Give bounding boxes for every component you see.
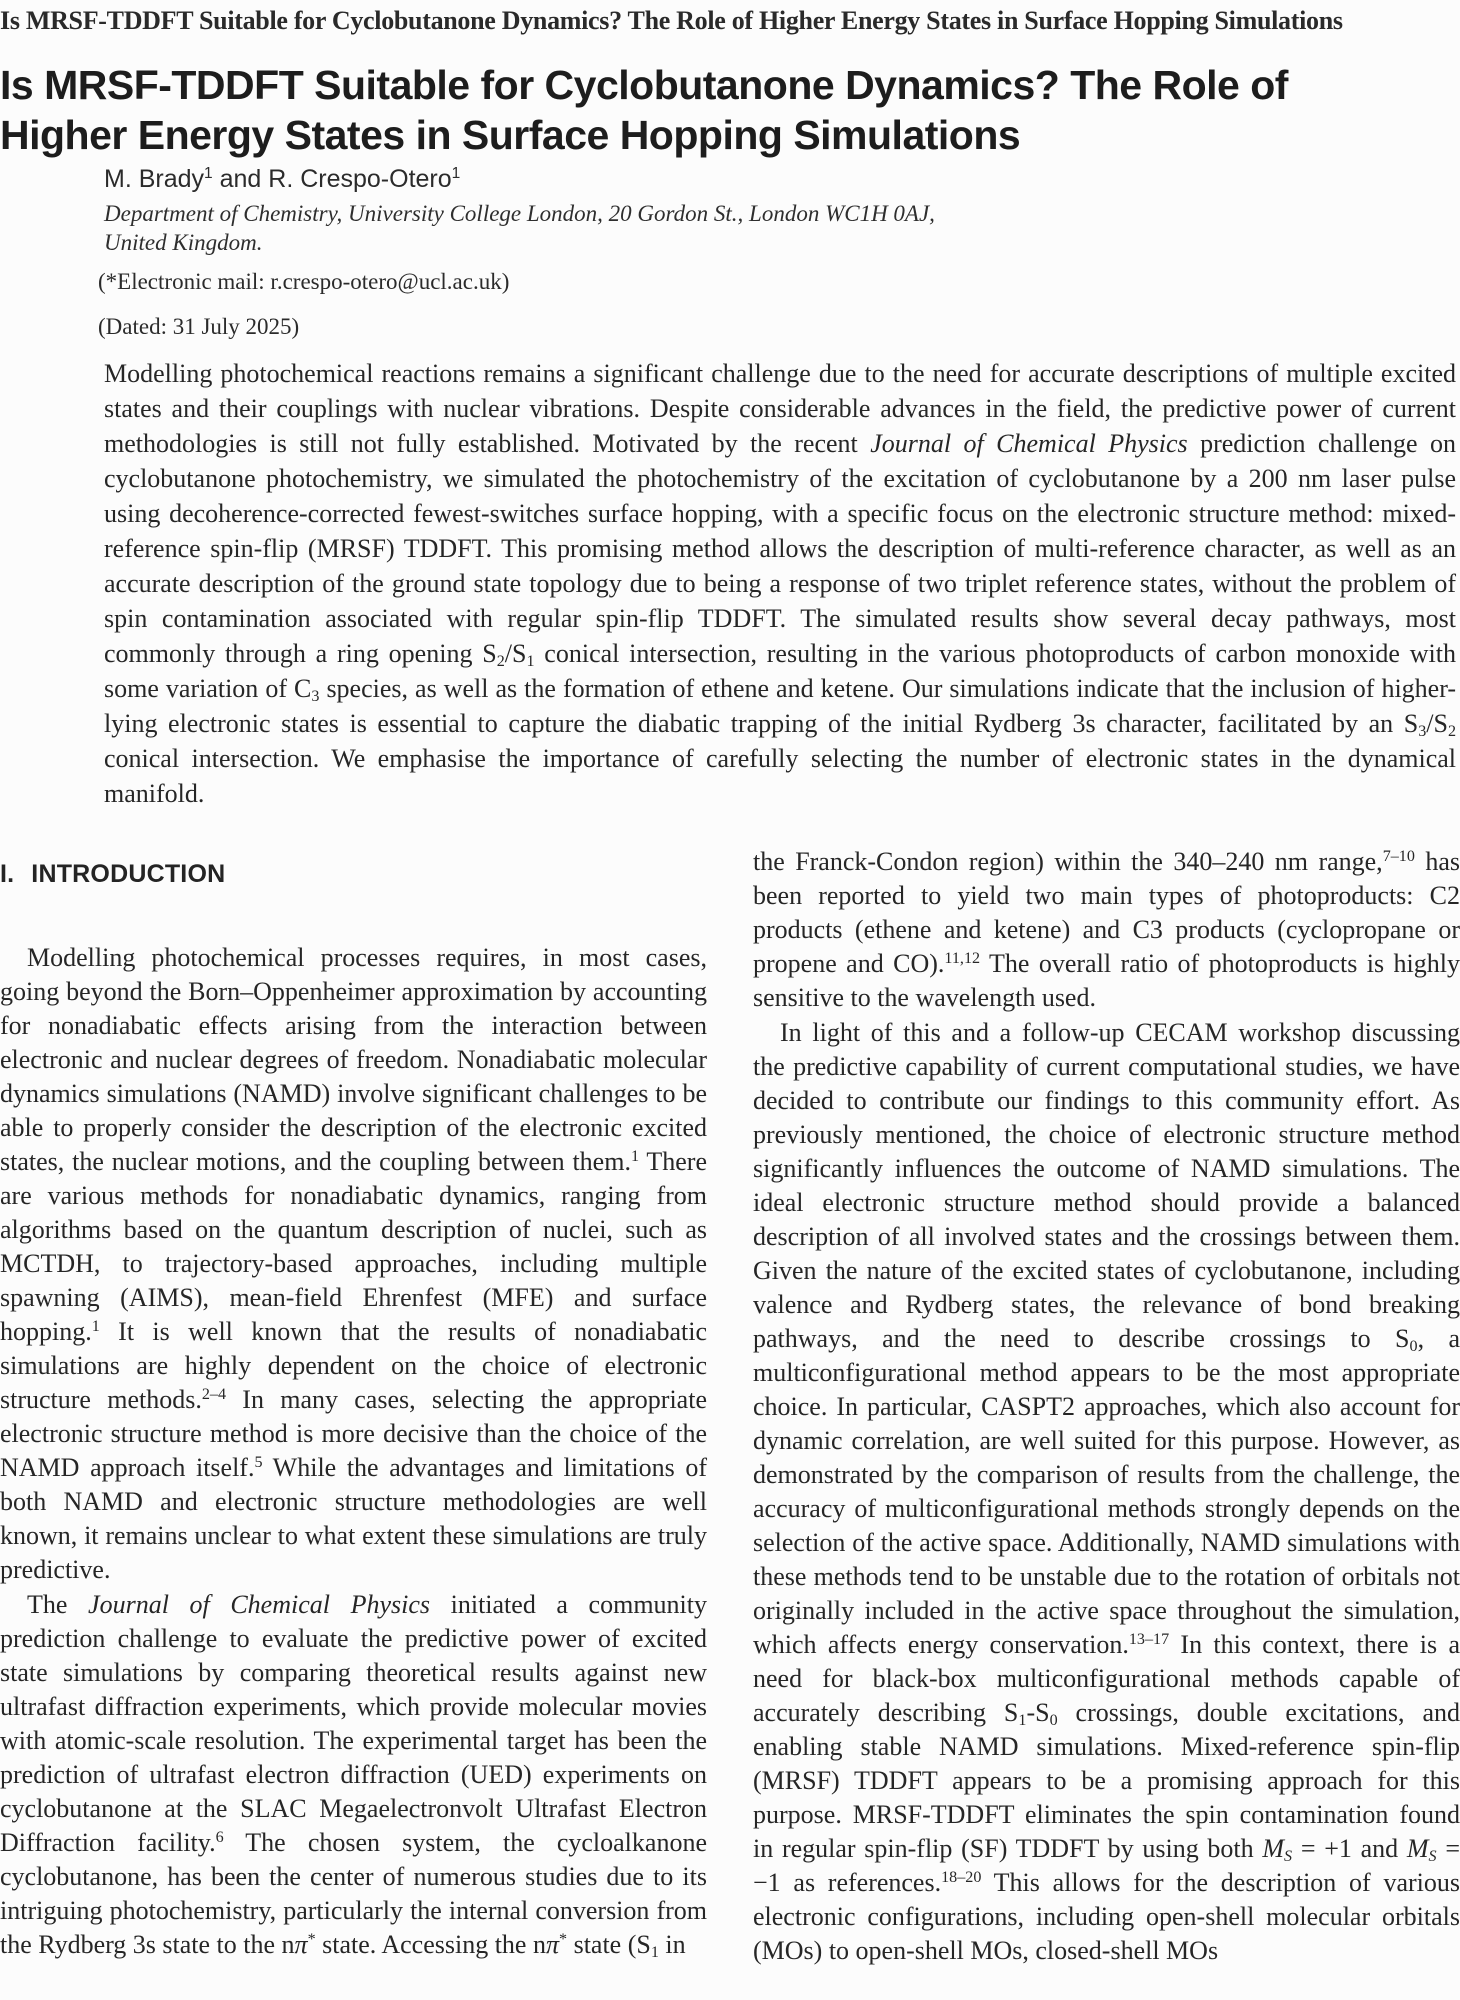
abstract-text: Modelling photochemical reactions remains a significant challenge due to the need for accurate descriptions of multiple excited states and their couplings with nuclear vibrations. Despite considerable advances in the field, the predictive power of current methodologies is still not fully established. Motivated by the recent Journal of Chemical Physics prediction challenge on cyclobutanone photochemistry, we simulated the photochemistry of the excitation of cyclobutanone by a 200 nm laser pulse using decoherence-corrected fewest-switches surface hopping, with a specific focus on the electronic structure method: mixed-reference spin-flip (MRSF) TDDFT. This promising method allows the description of multi-reference character, as well as an accurate description of the ground state topology due to being a response of two triplet reference states, without the problem of spin contamination associated with regular spin-flip TDDFT. The simulated results show several decay pathways, most commonly through a ring opening $S_2/S_1$ conical intersection, resulting in the various photoproducts of carbon monoxide with some variation of $C_3$ species, as well as the formation of ethene and ketene. Our simulations indicate that the inclusion of higher-lying electronic states is essential to capture the diabatic trapping of the initial Rydberg 3s character, facilitated by an $S_3/S_2$ conical intersection. We emphasise the importance of carefully selecting the number of electronic states in the dynamical manifold. xyxy=(104,359,1456,808)
section-number: I. xyxy=(0,860,15,888)
page-title xyxy=(0,60,1288,160)
affiliation xyxy=(104,199,935,257)
page-title-line-1: Is MRSF-TDDFT Suitable for Cyclobutanone Dynamics? The Role of xyxy=(0,62,1288,108)
paragraph: In light of this and a follow-up CECAM workshop discussing the predictive capability of current computational studies, we have decided to contribute our findings to this community effort. As previously mentioned, the choice of electronic structure method significantly influences the outcome of NAMD simulations. The ideal electronic structure method should provide a balanced description of all involved states and the crossings between them. Given the nature of the excited states of cyclobutanone, including valence and Rydberg states, the relevance of bond breaking pathways, and the need to describe crossings to $S_0$, a multiconfigurational method appears to be the most appropriate choice. In particular, CASPT2 approaches, which also account for dynamic correlation, are well suited for this purpose. However, as demonstrated by the comparison of results from the challenge, the accuracy of multiconfigurational methods strongly depends on the selection of the active space. Additionally, NAMD simulations with these methods tend to be unstable due to the rotation of orbitals not originally included in the active space throughout the simulation, which affects energy conservation.$^{13-17}$ In this context, there is a need for black-box multiconfigurational methods capable of accurately describing $S_1-S_0$ crossings, double excitations, and enabling stable NAMD simulations. Mixed-reference spin-flip (MRSF) TDDFT appears to be a promising approach for this purpose. MRSF-TDDFT eliminates the spin contamination found in regular spin-flip (SF) TDDFT by using both $M_S = +1$ and $M_S = -1$ as references.$^{18-20}$ This allows for the description of various electronic configurations, including open-shell molecular orbitals (MOs) to open-shell MOs, closed-shell MOs xyxy=(753,1018,1460,1965)
affiliation-line-1: Department of Chemistry, University College London, 20 Gordon St., London WC1H 0AJ, xyxy=(104,201,935,226)
paragraph: the Franck-Condon region) within the 340–240 nm range,$^{7-10}$ has been reported to yield two main types of photoproducts: C2 products (ethene and ketene) and C3 products (cyclopropane or propene and CO).$^{11,12}$ The overall ratio of photoproducts is highly sensitive to the wavelength used. xyxy=(753,847,1460,1012)
dated-line: (Dated: 31 July 2025) xyxy=(98,314,300,339)
author-byline: M. Brady$^1$ and R. Crespo-Otero$^1$ xyxy=(104,165,461,193)
two-column-body xyxy=(0,845,1460,1968)
left-column xyxy=(0,845,707,1968)
section-title: INTRODUCTION xyxy=(31,860,226,888)
page-title-line-2: Higher Energy States in Surface Hopping Simulations xyxy=(0,112,1021,158)
electronic-mail-note: (*Electronic mail: r.crespo-otero@ucl.ac.uk) xyxy=(98,269,510,294)
paragraph: Modelling photochemical processes requires, in most cases, going beyond the Born–Oppenheimer approximation by accounting for nonadiabatic effects arising from the interaction between electronic and nuclear degrees of freedom. Nonadiabatic molecular dynamics simulations (NAMD) involve significant challenges to be able to properly consider the description of the electronic excited states, the nuclear motions, and the coupling between them.$^1$ There are various methods for nonadiabatic dynamics, ranging from algorithms based on the quantum description of nuclei, such as MCTDH, to trajectory-based approaches, including multiple spawning (AIMS), mean-field Ehrenfest (MFE) and surface hopping.$^1$ It is well known that the results of nonadiabatic simulations are highly dependent on the choice of electronic structure methods.$^{2-4}$ In many cases, selecting the appropriate electronic structure method is more decisive than the choice of the NAMD approach itself.$^5$ While the advantages and limitations of both NAMD and electronic structure methodologies are well known, it remains unclear to what extent these simulations are truly predictive. xyxy=(0,943,708,1584)
running-header: Is MRSF-TDDFT Suitable for Cyclobutanone Dynamics? The Role of Higher Energy States in Surface Hopping Simulations xyxy=(0,6,1343,35)
section-heading-introduction xyxy=(0,857,707,891)
affiliation-line-2: United Kingdom. xyxy=(104,230,263,255)
right-column xyxy=(753,845,1460,1968)
paragraph: The Journal of Chemical Physics initiated a community prediction challenge to evaluate the predictive power of excited state simulations by comparing theoretical results against new ultrafast diffraction experiments, which provide molecular movies with atomic-scale resolution. The experimental target has been the prediction of ultrafast electron diffraction (UED) experiments on cyclobutanone at the SLAC Megaelectronvolt Ultrafast Electron Diffraction facility.$^6$ The chosen system, the cycloalkanone cyclobutanone, has been the center of numerous studies due to its intriguing photochemistry, particularly the internal conversion from the Rydberg 3s state to the nπ* state. Accessing the nπ* state ($S_1$ in xyxy=(0,1590,707,1962)
